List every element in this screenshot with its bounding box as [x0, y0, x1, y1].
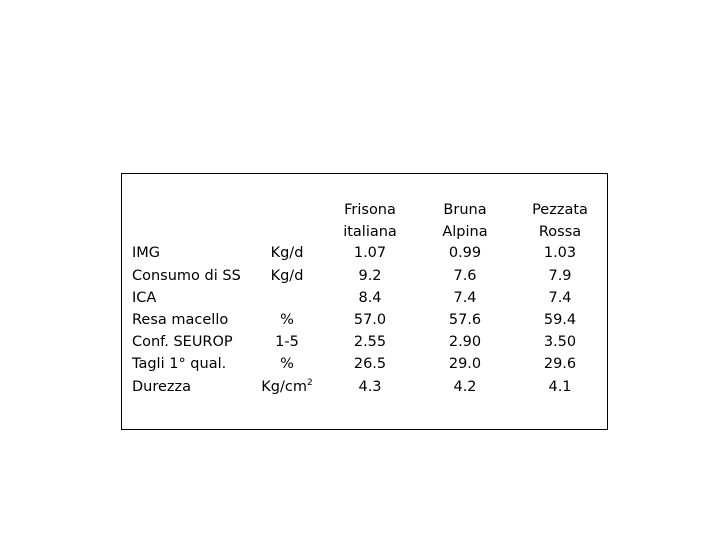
table-cell: 0.99: [448, 245, 482, 261]
table-cell: 4.2: [453, 379, 477, 395]
table-cell: 4.3: [358, 379, 382, 395]
column-header-pezzata-line1: Pezzata: [532, 202, 588, 218]
table-cell: 8.4: [358, 290, 382, 306]
row-label-ica: ICA: [132, 290, 157, 306]
row-label-tagli-qual: Tagli 1° qual.: [132, 356, 227, 372]
table-cell: 29.6: [543, 356, 577, 372]
column-header-frisona-line1: Frisona: [344, 202, 396, 218]
row-label-durezza: Durezza: [132, 379, 192, 395]
row-label-consumo-ss: Consumo di SS: [132, 268, 241, 284]
comparison-table: [121, 173, 608, 430]
row-unit-durezza-exponent: 2: [306, 378, 313, 388]
row-unit-conf-seurop: 1-5: [275, 334, 299, 350]
table-cell: 7.9: [548, 268, 572, 284]
row-unit-durezza-base: Kg/cm: [261, 379, 307, 395]
row-unit-consumo-ss: Kg/d: [270, 268, 304, 284]
row-unit-durezza: [255, 378, 319, 396]
table-cell: 2.55: [353, 334, 387, 350]
row-label-resa-macello: Resa macello: [132, 312, 229, 328]
table-cell: 2.90: [448, 334, 482, 350]
table-cell: 4.1: [548, 379, 572, 395]
column-header-bruna-line2: Alpina: [442, 224, 488, 240]
row-label-conf-seurop: Conf. SEUROP: [132, 334, 233, 350]
table-cell: 57.6: [448, 312, 482, 328]
table-cell: 59.4: [543, 312, 577, 328]
table-cell: 7.4: [453, 290, 477, 306]
table-cell: 7.4: [548, 290, 572, 306]
table-cell: 1.07: [353, 245, 387, 261]
table-cell: 57.0: [353, 312, 387, 328]
row-unit-tagli-qual: %: [280, 356, 294, 372]
column-header-bruna-line1: Bruna: [443, 202, 487, 218]
table-cell: 26.5: [353, 356, 387, 372]
table-cell: 7.6: [453, 268, 477, 284]
column-header-pezzata-line2: Rossa: [538, 224, 582, 240]
row-unit-resa-macello: %: [280, 312, 294, 328]
column-header-frisona-line2: italiana: [343, 224, 397, 240]
table-cell: 3.50: [543, 334, 577, 350]
table-cell: 9.2: [358, 268, 382, 284]
table-cell: 29.0: [448, 356, 482, 372]
row-label-img: IMG: [132, 245, 161, 261]
row-unit-img: Kg/d: [270, 245, 304, 261]
table-cell: 1.03: [543, 245, 577, 261]
